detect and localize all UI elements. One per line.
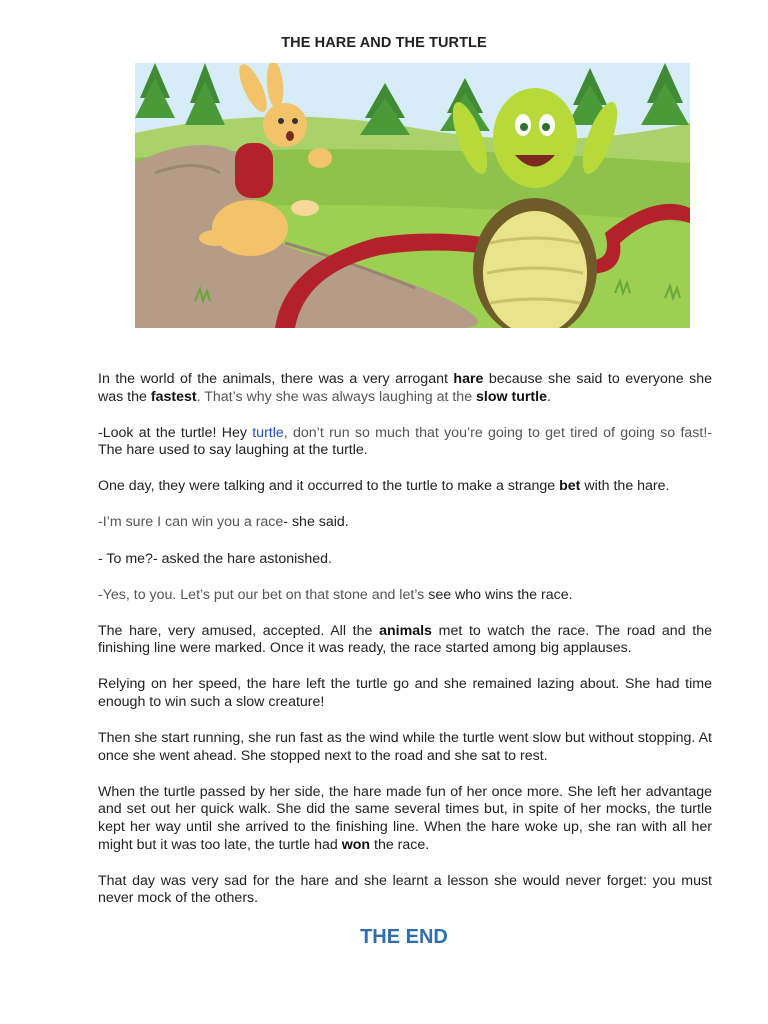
paragraph-5: - To me?- asked the hare astonished. [98,550,332,567]
hare-turtle-illustration [135,63,690,328]
text-run: -Look at the turtle! Hey [98,424,253,441]
bold-word: won [341,836,371,853]
paragraph-4 [98,514,712,532]
bold-word: fastest [150,388,197,405]
paragraph-6 [98,587,712,605]
text-run: - she said. [283,514,349,531]
text-run: , don’t run so much that you’re going to get tired of going so fast!- [283,424,713,441]
paragraph-8: Relying on her speed, the hare left the turtle go and she remained lazing about. She had time enough to win such a slow creature! [98,676,712,711]
text-run: One day, they were talking and it occurred to the turtle to make a strange [98,478,560,495]
document-title: THE HARE AND THE TURTLE [281,35,487,51]
text-run: The hare, very amused, accepted. All the [98,622,380,639]
text-run: because she said to everyone she was the [98,371,712,405]
paragraph-10 [98,784,712,854]
paragraph-2 [98,425,712,460]
text-run: -Yes, to you. Let’s put our bet on that stone and let’s [98,586,425,603]
text-run: met to watch the race. The road and the finishing line were marked. Once it was ready, the race started among big applauses. [98,622,713,657]
text-run: with the hare. [580,478,670,495]
text-run: see who wins the race. [424,586,573,603]
text-run: . That’s why she was always laughing at the [196,388,477,405]
bold-word: animals [379,622,432,639]
bold-word: slow turtle [476,388,547,405]
paragraph-7 [98,623,712,658]
paragraph-9: Then she start running, she run fast as the wind while the turtle went slow but without stopping. At once she went ahead. She stopped next to the road and she sat to rest. [98,730,712,764]
bold-word: bet [559,478,581,495]
text-run: When the turtle passed by her side, the hare made fun of her once more. She left her advantage and set out her quick walk. She did the same several times but, in spite of her mocks, the turtle kept her way until she arrived to the finishing line. When the hare woke up, she ran with all her might but it was too late, the turtle had [98,783,712,853]
text-run: . [547,388,551,405]
story-text [98,371,712,926]
paragraph-11: That day was very sad for the hare and she learnt a lesson she would never forget: you must never mock of the others. [98,872,712,907]
the-end-heading: THE END [360,926,448,948]
text-run: In the world of the animals, there was a very arrogant [98,371,454,387]
bold-word: hare [453,371,484,387]
text-run: the race. [370,836,430,853]
story-illustration [135,63,690,328]
text-run: -I’m sure I can win you a race [98,514,284,531]
text-run: The hare used to say laughing at the turtle. [98,442,368,459]
paragraph-3 [98,478,712,496]
highlighted-word: turtle [252,424,284,441]
paragraph-1 [98,371,712,406]
